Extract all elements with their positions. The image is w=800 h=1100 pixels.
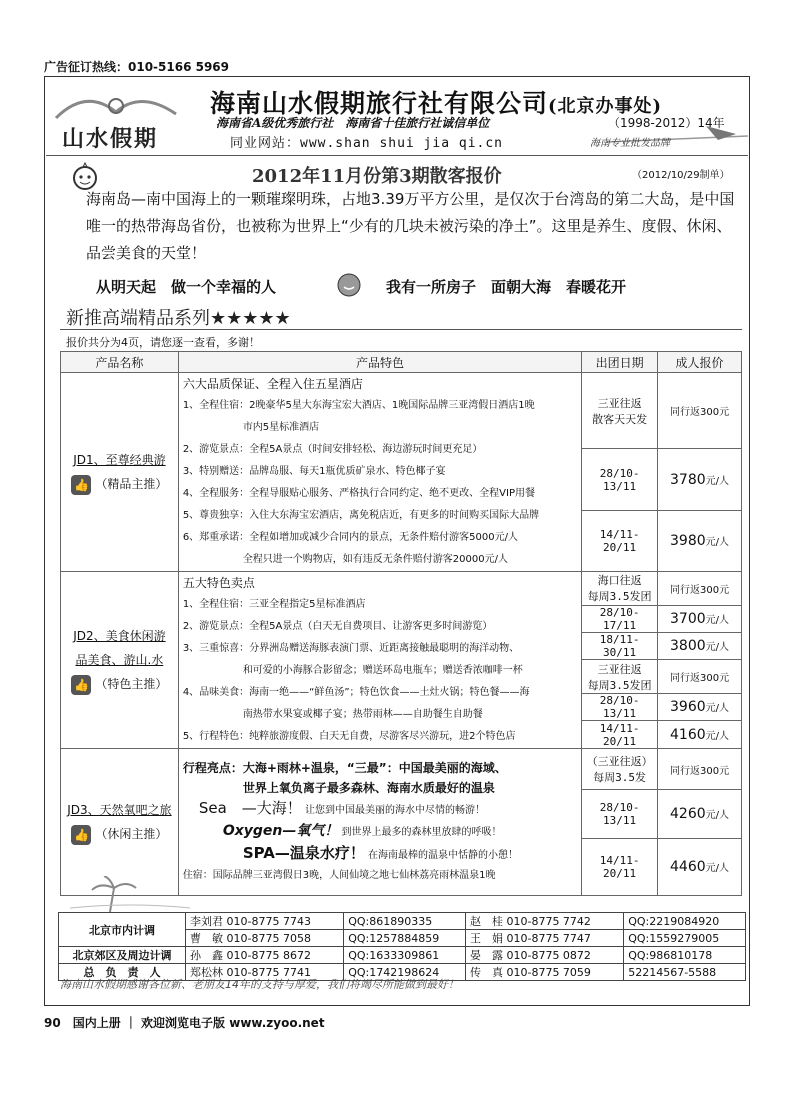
website: 同业网站：www.shan shui jia qi.cn: [230, 136, 504, 151]
depart-city: （三亚往返）: [586, 755, 653, 768]
contact-qq: QQ:1559279005: [624, 930, 746, 947]
price-cell: [658, 694, 742, 721]
contact-fax: 52214567-5588: [624, 964, 746, 981]
feature-headline: 行程亮点：大海+雨林+温泉，“三最”：中国最美丽的海域、: [182, 761, 507, 775]
product-tag: （精品主推）: [95, 477, 168, 491]
price-value: 3980: [670, 532, 706, 549]
feature-headline: 六大品质保证、全程入住五星酒店: [182, 377, 363, 391]
price-unit: 元/人: [705, 863, 730, 874]
contact-qq: QQ:861890335: [344, 913, 466, 930]
col-adult-price: 成人报价: [658, 352, 742, 373]
contact-phone: 王 娟 010-8775 7747: [465, 930, 623, 947]
smile-icon: [336, 272, 362, 302]
price-cell: [658, 605, 742, 632]
price-value: 4460: [670, 859, 706, 875]
highlight-small: 让您到中国最美丽的海水中尽情的畅游！: [304, 805, 485, 816]
table-header-row: [61, 352, 742, 373]
product-name: JD3、天然氧吧之旅: [67, 803, 172, 817]
highlight-small: 到世界上最多的森林里放肆的呼吸！: [341, 827, 502, 838]
depart-info: [582, 373, 658, 449]
price-unit: 元/人: [705, 730, 730, 742]
feature-line: 5、尊贵独享：入住大东海宝宏酒店，离免税店近，有更多的时间购买国际大品牌: [182, 510, 540, 521]
date-range: 28/10-13/11: [582, 790, 658, 839]
product-name-cell: [61, 373, 179, 572]
feature-headline-2: 世界上氧负离子最多森林、海南水质最好的温泉: [242, 781, 495, 795]
price-unit: 元/人: [705, 703, 730, 715]
price-unit: 元/人: [705, 614, 730, 626]
highlight-small: 在海南最棒的温泉中恬静的小憩！: [368, 850, 519, 861]
table-row: [61, 749, 742, 790]
product-features: [178, 373, 581, 572]
contact-qq: QQ:1257884859: [344, 930, 466, 947]
depart-city: 三亚往返: [597, 662, 642, 676]
company-office: (北京办事处): [548, 96, 663, 117]
thumbs-up-icon: 👍: [71, 675, 91, 695]
made-date: （2012/10/29制单）: [632, 170, 730, 181]
feature-line: 2、游览景点：全程5A景点（白天无自费项目、让游客更多时间游览）: [182, 621, 493, 632]
feature-line: 1、全程住宿：三亚全程指定5星标准酒店: [182, 599, 366, 610]
contact-qq: QQ:2219084920: [624, 913, 746, 930]
price-cell: [658, 633, 742, 660]
depart-info: [582, 749, 658, 790]
feature-line: 2、游览景点：全程5A景点（时间安排轻松、海边游玩时间更充足）: [182, 444, 483, 455]
credentials: 海南省A级优秀旅行社 海南省十佳旅行社诚信单位: [216, 116, 490, 130]
table-row: [59, 947, 746, 964]
price-unit: 元/人: [705, 642, 730, 654]
feature-line: 6、郑重承诺：全程如增加或减少合同内的景点，无条件赔付游客5000元/人: [182, 532, 518, 543]
date-range: 14/11-20/11: [582, 510, 658, 571]
date-range: 28/10-13/11: [582, 694, 658, 721]
product-name-line-2: 品美食、游山.水: [75, 653, 164, 667]
product-name-cell: [61, 572, 179, 749]
product-table: [60, 351, 742, 896]
feature-line: 3、三重惊喜：分界洲岛赠送海豚表演门票、近距离接触最聪明的海洋动物、: [182, 643, 520, 654]
contact-label: 北京郊区及周边计调: [59, 947, 186, 964]
feature-line: 5、行程特色：纯粹旅游度假、白天无自费，尽游客尽兴游玩，进2个特色店: [182, 731, 516, 742]
contact-qq: QQ:986810178: [624, 947, 746, 964]
motto-line-2: 我有一所房子 面朝大海 春暖花开: [386, 278, 627, 296]
depart-city: 海口往返: [597, 574, 642, 588]
years: （1998-2012）14年: [608, 116, 725, 130]
rebate-cell: 同行返300元: [658, 660, 742, 694]
intro-text: 海南岛—南中国海上的一颗璀璨明珠，占地3.39万平方公里，是仅次于台湾岛的第二大岛，是中国唯一的热带海岛省份，也被称为世界上“少有的几块未被污染的净土”。这里是养生、度假、休闲、品尝美食的天堂！: [86, 190, 735, 262]
rebate-cell: 同行返300元: [658, 749, 742, 790]
product-name: JD1、至尊经典游: [73, 453, 166, 467]
feature-line: 4、品味美食：海南一绝——“鲜鱼汤”；特色饮食——土灶火锅；特色餐——海: [182, 687, 530, 698]
contact-phone: 晏 露 010-8775 0872: [465, 947, 623, 964]
page-title: 2012年11月份第3期散客报价: [252, 166, 502, 187]
feature-line: 3、特别赠送：品牌岛服、每天1瓶优质矿泉水、特色椰子宴: [182, 466, 446, 477]
highlight-big: SPA—温泉水疗！: [242, 844, 365, 862]
depart-schedule: 每周3.5发团: [587, 678, 652, 692]
contact-label: 总 负 责 人: [59, 964, 186, 981]
price-value: 3960: [670, 699, 706, 716]
depart-schedule: 散客天天发: [592, 412, 648, 426]
price-unit: 元/人: [705, 475, 730, 487]
feature-line: 南热带水果宴或椰子宴；热带雨林——自助餐生自助餐: [242, 709, 483, 720]
motto-line-1: 从明天起 做一个幸福的人: [96, 278, 277, 296]
contact-phone: 孙 鑫 010-8775 8672: [186, 947, 344, 964]
price-cell: [658, 721, 742, 749]
price-value: 4260: [670, 806, 706, 822]
feature-line: 市内5星标准酒店: [242, 422, 320, 433]
price-cell: [658, 839, 742, 896]
highlight-big: Oxygen—氧气！: [222, 823, 339, 839]
feature-line: 1、全程住宿：2晚豪华5星大东海宝宏大酒店、1晚国际品牌三亚湾假日酒店1晚: [182, 400, 535, 411]
date-range: 18/11-30/11: [582, 633, 658, 660]
thanks-banner: 海南山水假期感谢各位新、老朋友14年的支持与厚爱，我们将竭尽所能做到最好！: [60, 978, 459, 991]
table-row: [59, 913, 746, 930]
depart-city: 三亚往返: [597, 396, 642, 410]
product-name: JD2、美食休闲游: [73, 629, 166, 643]
price-value: 3700: [670, 610, 706, 627]
date-range: 14/11-20/11: [582, 839, 658, 896]
feature-line: 4、全程服务：全程导服贴心服务、严格执行合同约定、绝不更改、全程VIP用餐: [182, 488, 535, 499]
price-value: 4160: [670, 726, 706, 743]
product-tag: （特色主推）: [95, 677, 168, 691]
feature-headline: 五大特色卖点: [182, 576, 255, 590]
contact-qq: QQ:1742198624: [344, 964, 466, 981]
ad-hotline: 广告征订热线：010-5166 5969: [44, 60, 230, 74]
palm-tree-icon: [70, 876, 190, 916]
contact-qq: QQ:1633309861: [344, 947, 466, 964]
contact-phone: 曹 敏 010-8775 7058: [186, 930, 344, 947]
table-row: [61, 373, 742, 449]
thumbs-up-icon: 👍: [71, 825, 91, 845]
depart-schedule: 每周3.5发: [593, 771, 647, 784]
contact-phone: 传 真 010-8775 7059: [465, 964, 623, 981]
price-cell: [658, 510, 742, 571]
contact-phone: 赵 桂 010-8775 7742: [465, 913, 623, 930]
date-range: 28/10-13/11: [582, 449, 658, 510]
price-value: 3800: [670, 638, 706, 655]
price-unit: 元/人: [705, 810, 730, 821]
depart-info: [582, 572, 658, 606]
notice: 报价共分为4页，请您逐一查看，多谢！: [66, 336, 260, 349]
page-footer: 90 国内上册 ｜ 欢迎浏览电子版 www.zyoo.net: [44, 1016, 325, 1030]
feature-line: 和可爱的小海豚合影留念；赠送环岛电瓶车；赠送香浓咖啡一杯: [242, 665, 523, 676]
price-unit: 元/人: [705, 536, 730, 548]
col-product-feature: 产品特色: [178, 352, 581, 373]
product-features: [178, 749, 581, 896]
contact-phone: 李刘君 010-8775 7743: [186, 913, 344, 930]
depart-info: [582, 660, 658, 694]
rebate-cell: 同行返300元: [658, 572, 742, 606]
contact-label: 北京市内计调: [59, 913, 186, 947]
col-depart-date: 出团日期: [582, 352, 658, 373]
depart-schedule: 每周3.5发团: [587, 590, 652, 604]
slogan: 海南专业批发品牌: [590, 138, 670, 149]
price-value: 3780: [670, 471, 706, 488]
series-divider: [60, 329, 742, 330]
thumbs-up-icon: 👍: [71, 475, 91, 495]
contact-table: [58, 912, 746, 981]
date-range: 14/11-20/11: [582, 721, 658, 749]
series-title: 新推高端精品系列★★★★★: [66, 308, 291, 329]
product-features: [178, 572, 581, 749]
highlight-big: Sea —大海！: [198, 799, 302, 817]
product-name-cell: [61, 749, 179, 896]
banner-divider: [46, 155, 748, 156]
date-range: 28/10-17/11: [582, 605, 658, 632]
price-cell: [658, 790, 742, 839]
contact-phone: 郑松林 010-8775 7741: [186, 964, 344, 981]
product-tag: （休闲主推）: [95, 827, 168, 841]
price-cell: [658, 449, 742, 510]
company-title: 海南山水假期旅行社有限公司: [210, 89, 549, 118]
logo-text: 山水假期: [62, 126, 159, 152]
feature-line: 全程只进一个购物店，如有违反无条件赔付游客20000元/人: [242, 554, 508, 565]
col-product-name: 产品名称: [61, 352, 179, 373]
feature-line: 住宿：国际品牌三亚湾假日3晚，人间仙境之地七仙林荔亮雨林温泉1晚: [182, 870, 496, 881]
rebate-cell: 同行返300元: [658, 373, 742, 449]
table-row: [61, 572, 742, 606]
